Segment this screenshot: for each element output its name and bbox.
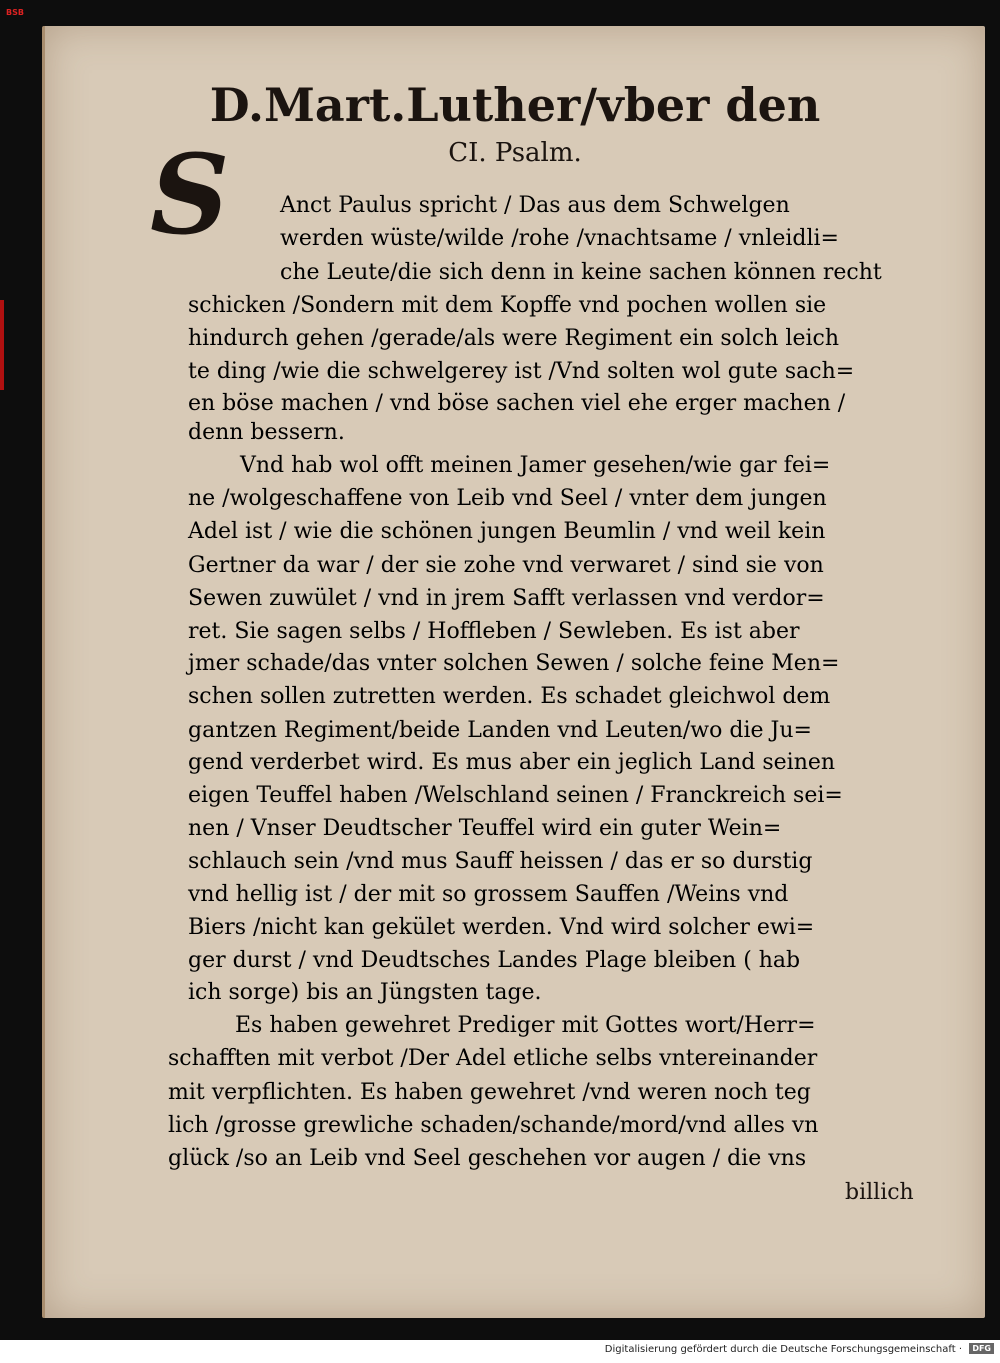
footer-bar [0, 1340, 1000, 1363]
text-line: te ding /wie die schwelgerey ist /Vnd solten wol gute sach= [188, 359, 855, 384]
text-line: lich /grosse grewliche schaden/schande/mord/vnd alles vn [168, 1113, 819, 1138]
catchword: billich [845, 1180, 914, 1205]
text-line: ich sorge) bis an Jüngsten tage. [188, 980, 542, 1005]
text-line: Es haben gewehret Prediger mit Gottes wort/Herr= [235, 1013, 816, 1038]
page-title: D.Mart.Luther/vber den [209, 78, 821, 132]
text-line: denn bessern. [188, 420, 345, 445]
text-line: Biers /nicht kan gekület werden. Vnd wird solcher ewi= [188, 915, 815, 940]
dfg-logo: DFG [969, 1343, 994, 1354]
text-line: ret. Sie sagen selbs / Hoffleben / Sewleben. Es ist aber [188, 619, 800, 644]
text-line: vnd hellig ist / der mit so grossem Sauffen /Weins vnd [188, 882, 789, 907]
text-line: ger durst / vnd Deudtsches Landes Plage bleiben ( hab [188, 948, 801, 973]
text-line: werden wüste/wilde /rohe /vnachtsame / vnleidli= [280, 226, 839, 251]
text-line: mit verpflichten. Es haben gewehret /vnd weren noch teg [168, 1080, 811, 1105]
text-line: glück /so an Leib vnd Seel geschehen vor augen / die vns [168, 1146, 807, 1171]
text-line: schlauch sein /vnd mus Sauff heissen / das er so durstig [188, 849, 813, 874]
library-corner-label: BSB [6, 8, 24, 17]
edge-marker [0, 300, 4, 390]
text-line: en böse machen / vnd böse sachen viel ehe erger machen / [188, 391, 846, 416]
page-subtitle: CI. Psalm. [448, 138, 582, 168]
text-line: schen sollen zutretten werden. Es schadet gleichwol dem [188, 684, 831, 709]
text-line: eigen Teuffel haben /Welschland seinen / Franckreich sei= [188, 783, 843, 808]
text-line: Vnd hab wol offt meinen Jamer gesehen/wie gar fei= [240, 453, 831, 478]
funding-note: Digitalisierung gefördert durch die Deutsche Forschungsgemeinschaft · [604, 1344, 962, 1355]
text-line: gend verderbet wird. Es mus aber ein jeglich Land seinen [188, 750, 836, 775]
text-line: che Leute/die sich denn in keine sachen können recht [280, 260, 882, 285]
text-line: schafften mit verbot /Der Adel etliche selbs vntereinander [168, 1046, 818, 1071]
text-line: nen / Vnser Deudtscher Teuffel wird ein guter Wein= [188, 816, 782, 841]
text-line: gantzen Regiment/beide Landen vnd Leuten/wo die Ju= [188, 718, 812, 743]
drop-capital: S [150, 130, 230, 259]
text-line: Anct Paulus spricht / Das aus dem Schwelgen [280, 193, 790, 218]
text-line: schicken /Sondern mit dem Kopffe vnd pochen wollen sie [188, 293, 827, 318]
text-line: Adel ist / wie die schönen jungen Beumlin / vnd weil kein [188, 519, 826, 544]
text-line: hindurch gehen /gerade/als were Regiment ein solch leich [188, 326, 839, 351]
text-line: Gertner da war / der sie zohe vnd verwaret / sind sie von [188, 553, 824, 578]
text-line: Sewen zuwület / vnd in jrem Safft verlassen vnd verdor= [188, 586, 825, 611]
text-line: ne /wolgeschaffene von Leib vnd Seel / vnter dem jungen [188, 486, 827, 511]
text-line: jmer schade/das vnter solchen Sewen / solche feine Men= [188, 651, 840, 676]
